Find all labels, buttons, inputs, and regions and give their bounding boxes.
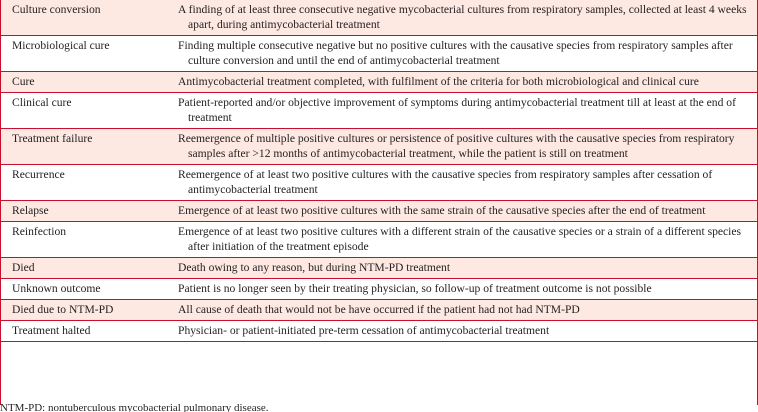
term-cell: Unknown outcome bbox=[1, 279, 167, 300]
table-row bbox=[1, 36, 757, 72]
definition-text: Patient-reported and/or objective improvement of symptoms during antimycobacterial treatment till at least at the end of treatment bbox=[178, 96, 736, 124]
definition-cell bbox=[167, 279, 757, 300]
definition-cell bbox=[167, 321, 757, 342]
term-cell: Died due to NTM-PD bbox=[1, 300, 167, 321]
definition-cell bbox=[167, 72, 757, 93]
term-cell: Culture conversion bbox=[1, 0, 167, 36]
table-row bbox=[1, 129, 757, 165]
term-cell: Reinfection bbox=[1, 222, 167, 258]
treatment-outcome-definitions-table bbox=[1, 0, 757, 342]
definition-text: All cause of death that would not be have occurred if the patient had not had NTM-PD bbox=[178, 303, 580, 316]
table-row bbox=[1, 165, 757, 201]
definition-text: A finding of at least three consecutive negative mycobacterial cultures from respiratory samples, collected at least 4 weeks apart, during antimycobacterial treatment bbox=[178, 3, 747, 31]
term-cell: Relapse bbox=[1, 201, 167, 222]
definition-text: Emergence of at least two positive cultures with the same strain of the causative species after the end of treatment bbox=[178, 204, 706, 217]
definition-text: Physician- or patient-initiated pre-term cessation of antimycobacterial treatment bbox=[178, 324, 550, 337]
table-row bbox=[1, 222, 757, 258]
term-cell: Clinical cure bbox=[1, 93, 167, 129]
definition-cell bbox=[167, 300, 757, 321]
table-row bbox=[1, 258, 757, 279]
definition-cell bbox=[167, 201, 757, 222]
definition-cell bbox=[167, 129, 757, 165]
definition-cell bbox=[167, 36, 757, 72]
term-cell: Treatment halted bbox=[1, 321, 167, 342]
definition-text: Reemergence of multiple positive cultures or persistence of positive cultures with the causative species from respiratory samples after >12 months of antimycobacterial treatment, while the patient is still on treatment bbox=[178, 132, 735, 160]
definition-text: Patient is no longer seen by their treating physician, so follow-up of treatment outcome is not possible bbox=[178, 282, 652, 295]
term-cell: Cure bbox=[1, 72, 167, 93]
definition-text: Finding multiple consecutive negative but no positive cultures with the causative species from respiratory samples after culture conversion and until the end of antimycobacterial treatment bbox=[178, 39, 733, 67]
table-row bbox=[1, 72, 757, 93]
definition-cell bbox=[167, 222, 757, 258]
term-cell: Treatment failure bbox=[1, 129, 167, 165]
definition-text: Death owing to any reason, but during NTM-PD treatment bbox=[178, 261, 451, 274]
term-cell: Microbiological cure bbox=[1, 36, 167, 72]
term-cell: Died bbox=[1, 258, 167, 279]
table-footnote: NTM-PD: nontuberculous mycobacterial pulmonary disease. bbox=[0, 402, 269, 412]
table-row bbox=[1, 279, 757, 300]
term-cell: Recurrence bbox=[1, 165, 167, 201]
definition-text: Reemergence of at least two positive cultures with the causative species from respiratory samples after cessation of antimycobacterial treatment bbox=[178, 168, 713, 196]
definition-cell bbox=[167, 93, 757, 129]
definition-text: Antimycobacterial treatment completed, with fulfilment of the criteria for both microbiological and clinical cure bbox=[178, 75, 699, 88]
definition-cell bbox=[167, 0, 757, 36]
table-row bbox=[1, 93, 757, 129]
definition-cell bbox=[167, 258, 757, 279]
table-row bbox=[1, 0, 757, 36]
table-row bbox=[1, 300, 757, 321]
definition-cell bbox=[167, 165, 757, 201]
definition-text: Emergence of at least two positive cultures with a different strain of the causative species or a strain of a different species after initiation of the treatment episode bbox=[178, 225, 742, 253]
table-row bbox=[1, 201, 757, 222]
table-row bbox=[1, 321, 757, 342]
